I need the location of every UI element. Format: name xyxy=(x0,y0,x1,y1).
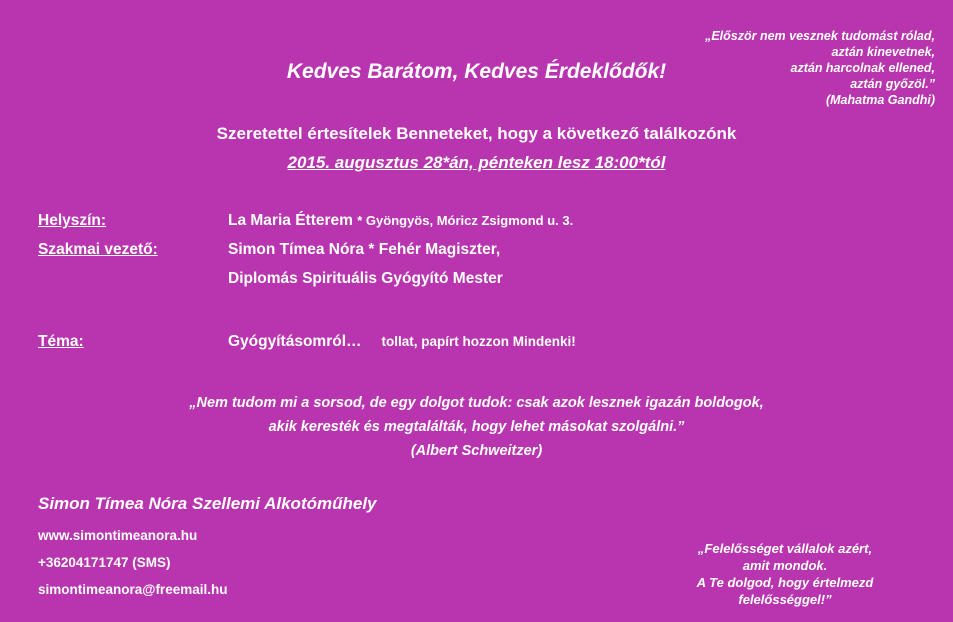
schweitzer-quote-line-2: akik keresték és megtalálták, hogy lehet másokat szolgálni.” xyxy=(268,419,685,435)
schweitzer-quote-author: (Albert Schweitzer) xyxy=(410,443,543,459)
topic-value: Gyógyításomról… xyxy=(228,333,362,350)
detail-row-venue xyxy=(38,212,918,230)
topic-note: tollat, papírt hozzon Mindenki! xyxy=(381,334,576,349)
greeting-heading: Kedves Barátom, Kedves Érdeklődők! xyxy=(286,60,667,83)
leader-label: Szakmai vezető: xyxy=(38,241,158,258)
detail-row-leader xyxy=(38,241,918,259)
invitation-line-2 xyxy=(0,153,953,173)
schweitzer-quote xyxy=(0,391,953,463)
venue-label: Helyszín: xyxy=(38,212,107,229)
responsibility-quote-line-3: A Te dolgod, hogy értelmezd xyxy=(696,575,874,590)
responsibility-quote xyxy=(635,540,935,608)
venue-address: * Gyöngyös, Móricz Zsigmond u. 3. xyxy=(357,213,574,228)
email-link[interactable]: simontimeanora@freemail.hu xyxy=(38,582,228,597)
gandhi-quote-line-3: aztán harcolnak ellened, xyxy=(790,61,935,75)
invitation-line-1: Szeretettel értesítelek Benneteket, hogy a következő találkozónk xyxy=(216,124,737,143)
responsibility-quote-line-1: „Felelősséget vállalok azért, xyxy=(697,541,873,556)
schweitzer-quote-line-1: „Nem tudom mi a sorsod, de egy dolgot tudok: csak azok lesznek igazán boldogok, xyxy=(189,395,764,411)
details-block xyxy=(38,212,918,299)
footer-block xyxy=(38,494,558,609)
venue-name: La Maria Étterem xyxy=(228,212,353,229)
invitation-date-underlined: 2015. augusztus 28*án, pénteken lesz 18:00*tól xyxy=(287,153,666,172)
gandhi-quote-line-4: aztán győzöl.” xyxy=(850,77,935,91)
leader-value: Simon Tímea Nóra * Fehér Magiszter, xyxy=(228,241,501,258)
organization-name: Simon Tímea Nóra Szellemi Alkotóműhely xyxy=(38,494,377,513)
gandhi-quote-line-1: „Először nem vesznek tudomást rólad, xyxy=(705,29,935,43)
detail-row-leader-title xyxy=(38,270,918,288)
responsibility-quote-line-4: felelősséggel!” xyxy=(738,592,832,607)
website-link[interactable]: www.simontimeanora.hu xyxy=(38,528,198,543)
leader-title-value: Diplomás Spirituális Gyógyító Mester xyxy=(228,270,503,287)
gandhi-quote-line-2: aztán kinevetnek, xyxy=(831,45,935,59)
venue-value xyxy=(228,212,573,230)
detail-row-topic xyxy=(38,333,918,351)
responsibility-quote-line-2: amit mondok. xyxy=(742,558,828,573)
leader-title-spacer xyxy=(38,270,228,288)
gandhi-quote-author: (Mahatma Gandhi) xyxy=(825,93,935,107)
topic-label: Téma: xyxy=(38,333,84,350)
phone-number: +36204171747 (SMS) xyxy=(38,555,171,570)
